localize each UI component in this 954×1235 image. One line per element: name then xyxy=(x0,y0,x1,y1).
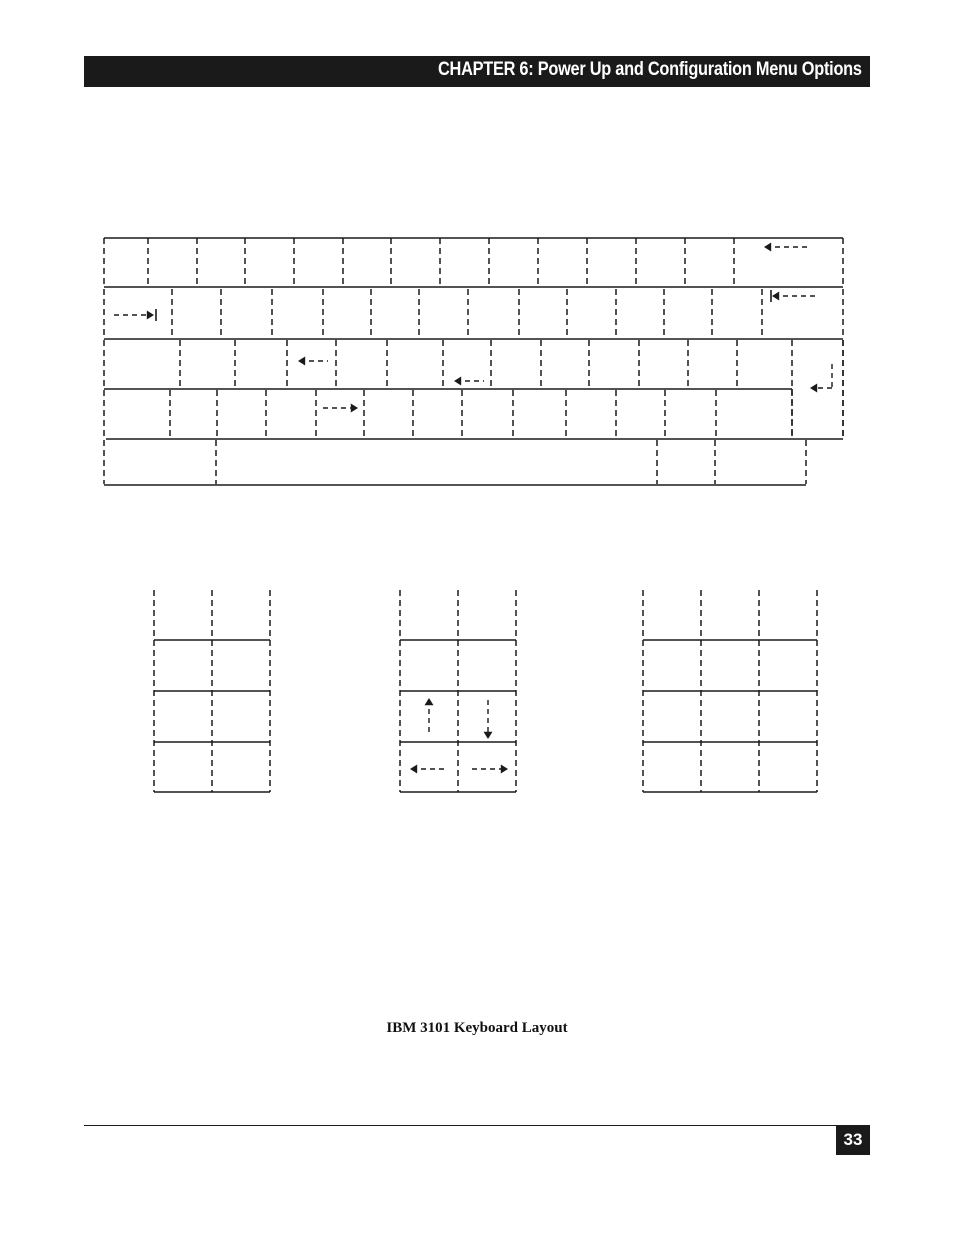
backspace-arrow-icon xyxy=(764,243,771,252)
cursor-left-arrow-icon xyxy=(298,357,305,366)
cursor-up-arrow-icon xyxy=(425,698,434,705)
cursor-left-arrow-icon xyxy=(410,765,417,774)
tab-arrow-icon xyxy=(147,311,154,320)
chapter-title: CHAPTER 6: Power Up and Configuration Menu Options xyxy=(438,59,862,80)
enter-return-arrow-icon xyxy=(810,384,817,393)
page-number: 33 xyxy=(836,1125,870,1155)
cursor-right-arrow-icon xyxy=(351,404,358,413)
cursor-down-arrow-icon xyxy=(484,732,493,739)
footer-rule xyxy=(84,1125,870,1126)
cursor-right-arrow-icon xyxy=(501,765,508,774)
figure-caption: IBM 3101 Keyboard Layout xyxy=(386,1020,568,1036)
cursor-left-arrow-icon xyxy=(454,377,461,386)
back-tab-arrow-icon xyxy=(772,292,779,301)
